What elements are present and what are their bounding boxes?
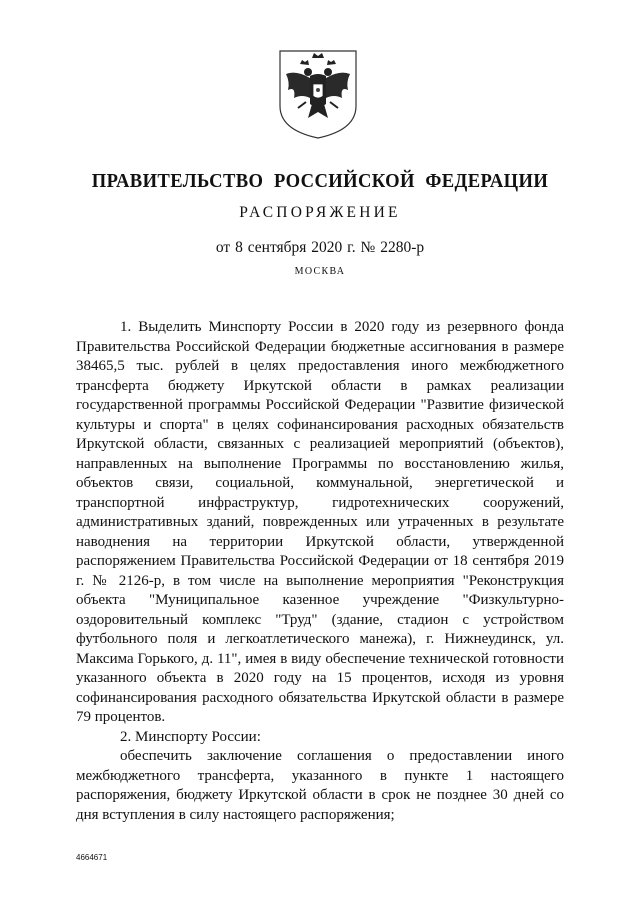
russian-coat-of-arms-icon <box>276 48 360 140</box>
document-body <box>76 318 564 825</box>
document-date-number: от 8 сентября 2020 г. № 2280-р <box>215 239 425 256</box>
document-type: РАСПОРЯЖЕНИЕ <box>239 204 401 221</box>
paragraph-2: 2. Минспорту России: <box>120 728 261 745</box>
paragraph-1: 1. Выделить Минспорту России в 2020 году из резервного фонда Правительства Российской Федерации бюджетные ассигнования в размере 38465,5 тыс. рублей в целях предоставления иного межбюджетного трансферта бюджету Иркутской области в рамках реализации государственной программы Российской Федерации "Развитие физической культуры и спорта" в целях софинансирования расходных обязательств Иркутской области, связанных с реализацией мероприятий (объектов), направленных на выполнение Программы по восстановлению жилья, объектов связи, социальной, коммунальной, энергетической и транспортной инфраструктур, гидротехнических сооружений, административных зданий, поврежденных или утраченных в результате наводнения на территории Иркутской области, утвержденной распоряжением Правительства Российской Федерации от 18 сентября 2019 г. № 2126-р, в том числе на выполнение мероприятия "Реконструкция объекта "Муниципальное казенное учреждение "Физкультурно-оздоровительный комплекс "Труд" (здание, стадион с устройством футбольного поля и легкоатлетического манежа), г. Нижнеудинск, ул. Максима Горького, д. 11", имея в виду обеспечение технической готовности указанного объекта в 2020 году на 15 процентов, исходя из уровня софинансирования расходного обязательства Иркутской области в размере 79 процентов. <box>76 319 564 725</box>
document-code: 4664671 <box>76 853 108 862</box>
paragraph-3: обеспечить заключение соглашения о предоставлении иного межбюджетного трансферта, указанного в пункте 1 настоящего распоряжения, бюджету Иркутской области в срок не позднее 30 дней со дня вступления в силу настоящего распоряжения; <box>76 748 564 823</box>
document-city: МОСКВА <box>294 266 346 277</box>
government-title: ПРАВИТЕЛЬСТВО РОССИЙСКОЙ ФЕДЕРАЦИИ <box>91 170 549 192</box>
